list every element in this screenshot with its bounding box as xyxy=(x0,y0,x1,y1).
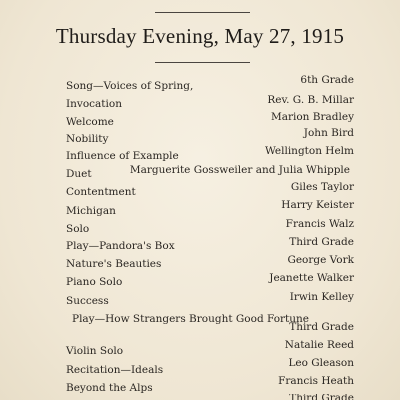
program-title: Thursday Evening, May 27, 1915 xyxy=(55,24,345,48)
program-performer: 6th Grade xyxy=(300,74,354,86)
program-item: Beyond the Alps xyxy=(66,382,153,394)
program-item: Violin Solo xyxy=(66,345,124,357)
program-item: Song—Voices of Spring, xyxy=(66,80,194,92)
program-item: Nobility xyxy=(66,133,109,145)
program-item: Invocation xyxy=(66,98,122,110)
program-performer: Natalie Reed xyxy=(284,339,354,351)
program-performer: Francis Walz xyxy=(285,218,354,230)
program-performer: Jeanette Walker xyxy=(269,272,354,284)
program-performer: Harry Keister xyxy=(281,199,354,211)
program-performer: Leo Gleason xyxy=(288,357,354,369)
program-item: Play—Pandora's Box xyxy=(66,240,175,252)
program-performer: Wellington Helm xyxy=(264,145,354,157)
program-performer: George Vork xyxy=(287,254,354,266)
program-item: Recitation—Ideals xyxy=(66,364,164,376)
program-item: Piano Solo xyxy=(66,276,123,288)
program-performer: Third Grade xyxy=(289,236,354,248)
program-performer: Marguerite Gossweiler and Julia Whipple xyxy=(129,164,350,176)
program-item: Solo xyxy=(66,223,90,235)
program-performer: Rev. G. B. Millar xyxy=(267,94,354,106)
program-row xyxy=(0,291,400,311)
program-performer: Irwin Kelley xyxy=(289,291,354,303)
program-item: Contentment xyxy=(66,186,136,198)
program-item: Duet xyxy=(66,168,92,180)
program-performer: Giles Taylor xyxy=(290,181,354,193)
program-item: Success xyxy=(66,295,109,307)
program-row xyxy=(0,394,400,400)
program-performer: Third Grade xyxy=(289,321,354,333)
program-performer: John Bird xyxy=(303,127,354,139)
program-performer: Marion Bradley xyxy=(270,111,354,123)
program-row xyxy=(0,313,400,333)
program-item: Influence of Example xyxy=(66,150,179,162)
program-item: Play—How Strangers Brought Good Fortune xyxy=(72,313,310,325)
program-performer: Francis Heath xyxy=(278,375,354,387)
program-item: Nature's Beauties xyxy=(66,258,162,270)
program-item: Michigan xyxy=(66,205,116,217)
program-item: Welcome xyxy=(66,116,114,128)
program-row xyxy=(0,272,400,292)
program-performer: Third Grade xyxy=(289,394,354,400)
